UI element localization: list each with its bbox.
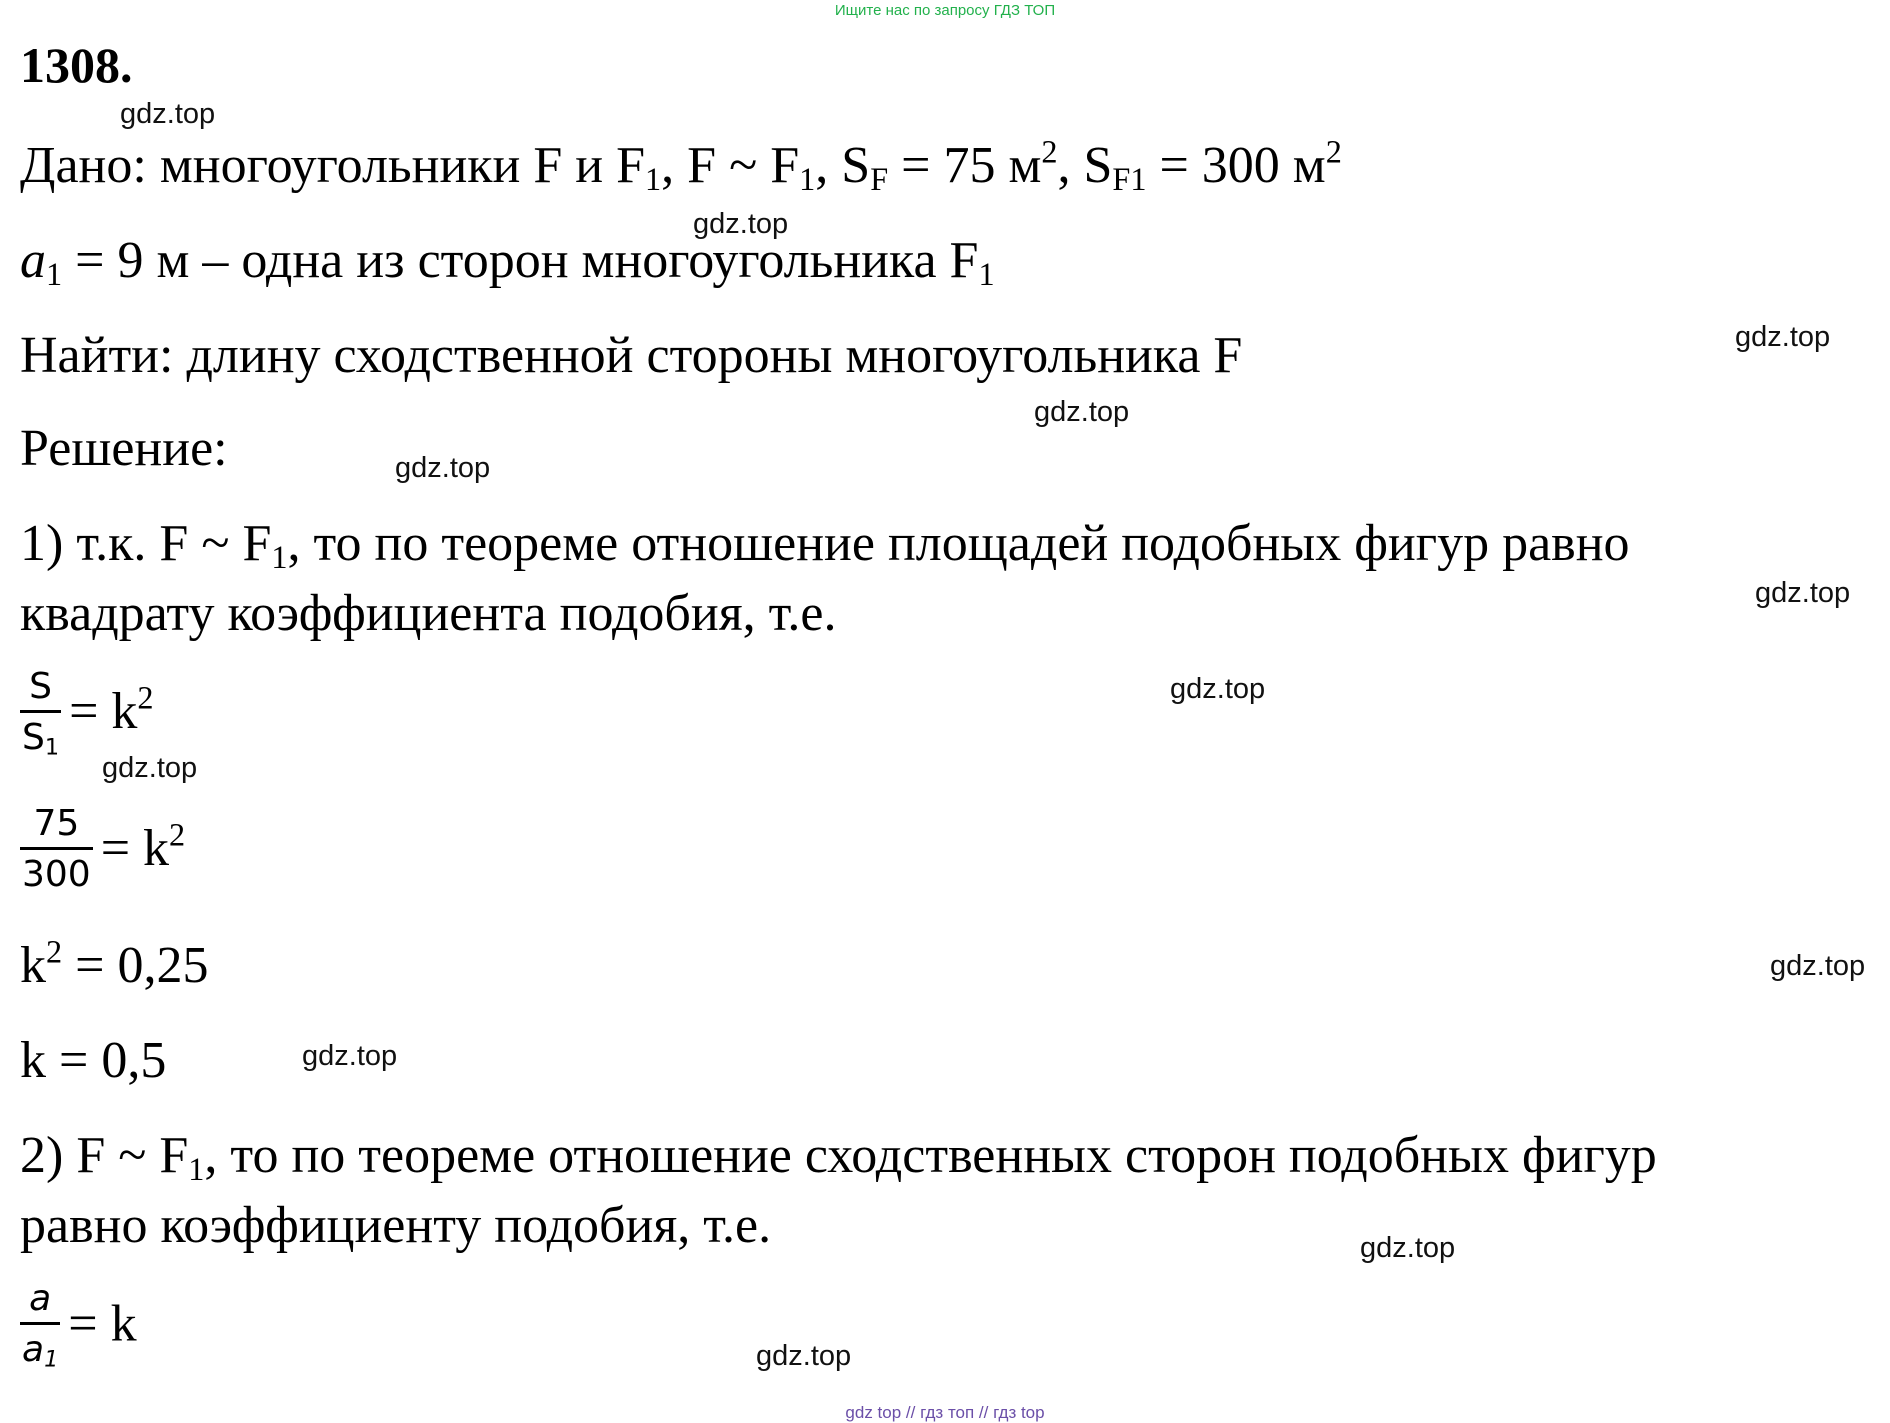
watermark: gdz.top — [1360, 1232, 1456, 1264]
find-line: Найти: длину сходственной стороны многоугольника F — [20, 327, 1243, 384]
equation-area-ratio: $\frac{S}{S_1}$ = $k^2$ — [22, 666, 154, 761]
equation-side-ratio: $\frac{a}{a_1}$ = k — [22, 1278, 137, 1373]
equation-k: k = 0,5 — [20, 1032, 167, 1089]
step1-line2: квадрату коэффициента подобия, т.е. — [20, 585, 837, 642]
solution-label: Решение: — [20, 420, 228, 477]
fraction-a-over-a1: $\frac{a}{a_1}$ — [22, 1278, 59, 1373]
top-search-link[interactable]: Ищите нас по запросу ГДЗ ТОП — [834, 2, 1056, 19]
watermark: gdz.top — [102, 752, 198, 784]
fraction-75-over-300: $\frac{75}{300}$ — [22, 803, 91, 895]
watermark: gdz.top — [302, 1040, 398, 1072]
watermark: gdz.top — [1170, 673, 1266, 705]
fraction-s-over-s1: $\frac{S}{S_1}$ — [22, 666, 60, 761]
equation-k-squared: $k^2 = 0,25$ — [20, 933, 209, 994]
bottom-links[interactable]: gdz top // гдз топ // гдз top — [845, 1403, 1045, 1422]
watermark: gdz.top — [120, 98, 216, 130]
step1-line1: 1) т.к. F ~ $F_1$, то по теореме отношение площадей подобных фигур равно — [20, 515, 1630, 576]
side-length-line: $a_1 = 9$ м – одна из сторон многоугольника $F_1$ — [20, 232, 995, 293]
watermark: gdz.top — [756, 1340, 852, 1372]
watermark: gdz.top — [1770, 950, 1866, 982]
equation-75-over-300: $\frac{75}{300}$ = $k^2$ — [22, 803, 186, 895]
watermark: gdz.top — [693, 208, 789, 240]
step2-line1: 2) F ~ $F_1$, то по теореме отношение сходственных сторон подобных фигур — [20, 1127, 1657, 1188]
watermark: gdz.top — [1735, 321, 1831, 353]
task-number: 1308. — [20, 37, 133, 93]
given-line: Дано: многоугольники F и $F_1$, F ~ $F_1$, $S_F = 75$ $м^2$, $S_{F1} = 300$ $м^2$ — [20, 133, 1342, 198]
watermark: gdz.top — [1755, 577, 1851, 609]
watermark: gdz.top — [1034, 396, 1130, 428]
step2-line2: равно коэффициенту подобия, т.е. — [20, 1197, 772, 1254]
watermark: gdz.top — [395, 452, 491, 484]
